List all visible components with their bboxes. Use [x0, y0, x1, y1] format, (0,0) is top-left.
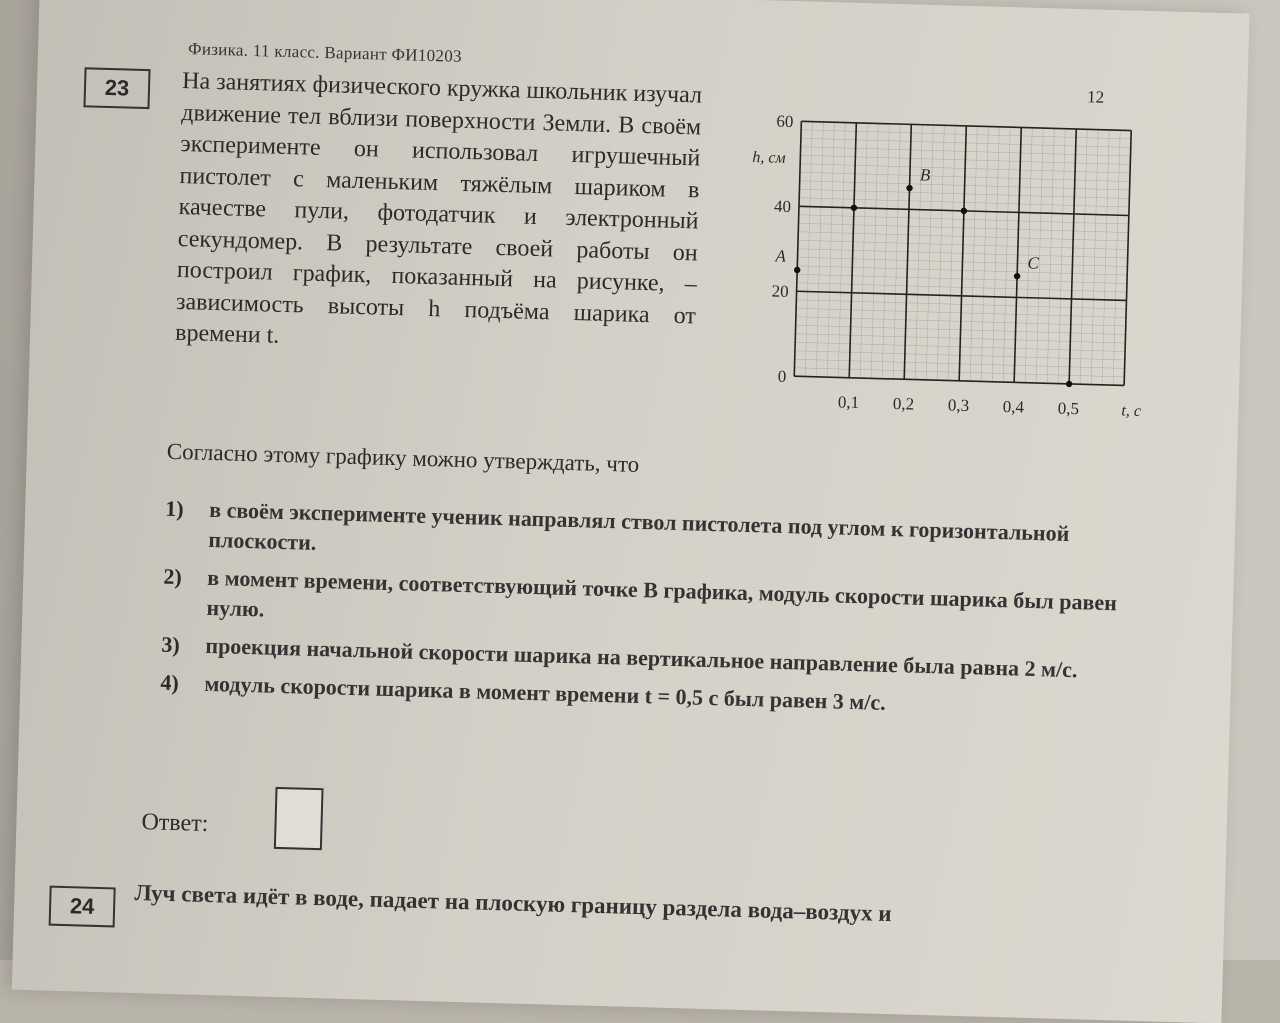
- page-number: 12: [1086, 87, 1105, 107]
- data-point: [1014, 273, 1021, 280]
- point-label: A: [775, 246, 787, 266]
- x-tick-label: 0,4: [1002, 397, 1025, 417]
- y-axis-label: h, см: [752, 148, 786, 167]
- option-text: проекция начальной скорости шарика на вертикальное направление была равна 2 м/с.: [205, 632, 1078, 683]
- x-tick-label: 0,5: [1057, 398, 1080, 419]
- answer-box[interactable]: [274, 787, 324, 850]
- x-axis-label: t, с: [1121, 402, 1142, 420]
- x-tick-label: 0,1: [837, 392, 860, 413]
- answer-label: Ответ:: [141, 809, 209, 838]
- data-point: [906, 185, 913, 192]
- y-tick-label: 60: [776, 111, 794, 132]
- data-point: [851, 205, 858, 212]
- next-question-number-box: 24: [49, 886, 116, 928]
- data-point: [794, 267, 801, 274]
- option-text: в своём эксперименте ученик направлял ствол пистолета под углом к горизонтальной плоскости.: [208, 496, 1070, 555]
- option-number: 1): [164, 495, 184, 522]
- answer-options: [160, 494, 1126, 733]
- y-tick-label: 40: [773, 196, 792, 217]
- data-point: [961, 208, 968, 215]
- point-label: C: [1027, 253, 1040, 273]
- question-number-box: 23: [83, 67, 150, 109]
- question-text: На занятиях физического кружка школьник изучал движение тел вблизи поверхности Земли. В своём эксперименте он использовал игрушечный пистолет с маленьким тяжёлым шариком в качестве пули, фотодатчик и электронный секундомер. В результате своей работы он построил график, показанный на рисунке, – зависимость высоты h подъёма шарика от времени t.: [174, 68, 703, 349]
- x-tick-label: 0,3: [947, 395, 970, 416]
- x-tick-label: 0,2: [892, 393, 915, 414]
- option-number: 2): [163, 563, 183, 590]
- next-question-text: Луч света идёт в воде, падает на плоскую границу раздела вода–воздух и: [134, 880, 892, 927]
- option-number: 4): [160, 669, 180, 696]
- option-text: модуль скорости шарика в момент времени t = 0,5 с был равен 3 м/с.: [204, 670, 887, 715]
- option-text: в момент времени, соответствующий точке B графика, модуль скорости шарика был равен нулю.: [206, 564, 1118, 622]
- y-tick-label: 0: [777, 366, 787, 386]
- question-lead: Согласно этому графику можно утверждать, что: [166, 438, 640, 477]
- y-tick-label: 20: [771, 281, 789, 302]
- point-label: B: [919, 165, 931, 185]
- exam-page: [12, 0, 1250, 1023]
- page-header: Физика. 11 класс. Вариант ФИ10203: [187, 39, 463, 66]
- option-number: 3): [161, 631, 181, 658]
- data-point: [1066, 381, 1073, 388]
- height-time-chart: [718, 99, 1142, 440]
